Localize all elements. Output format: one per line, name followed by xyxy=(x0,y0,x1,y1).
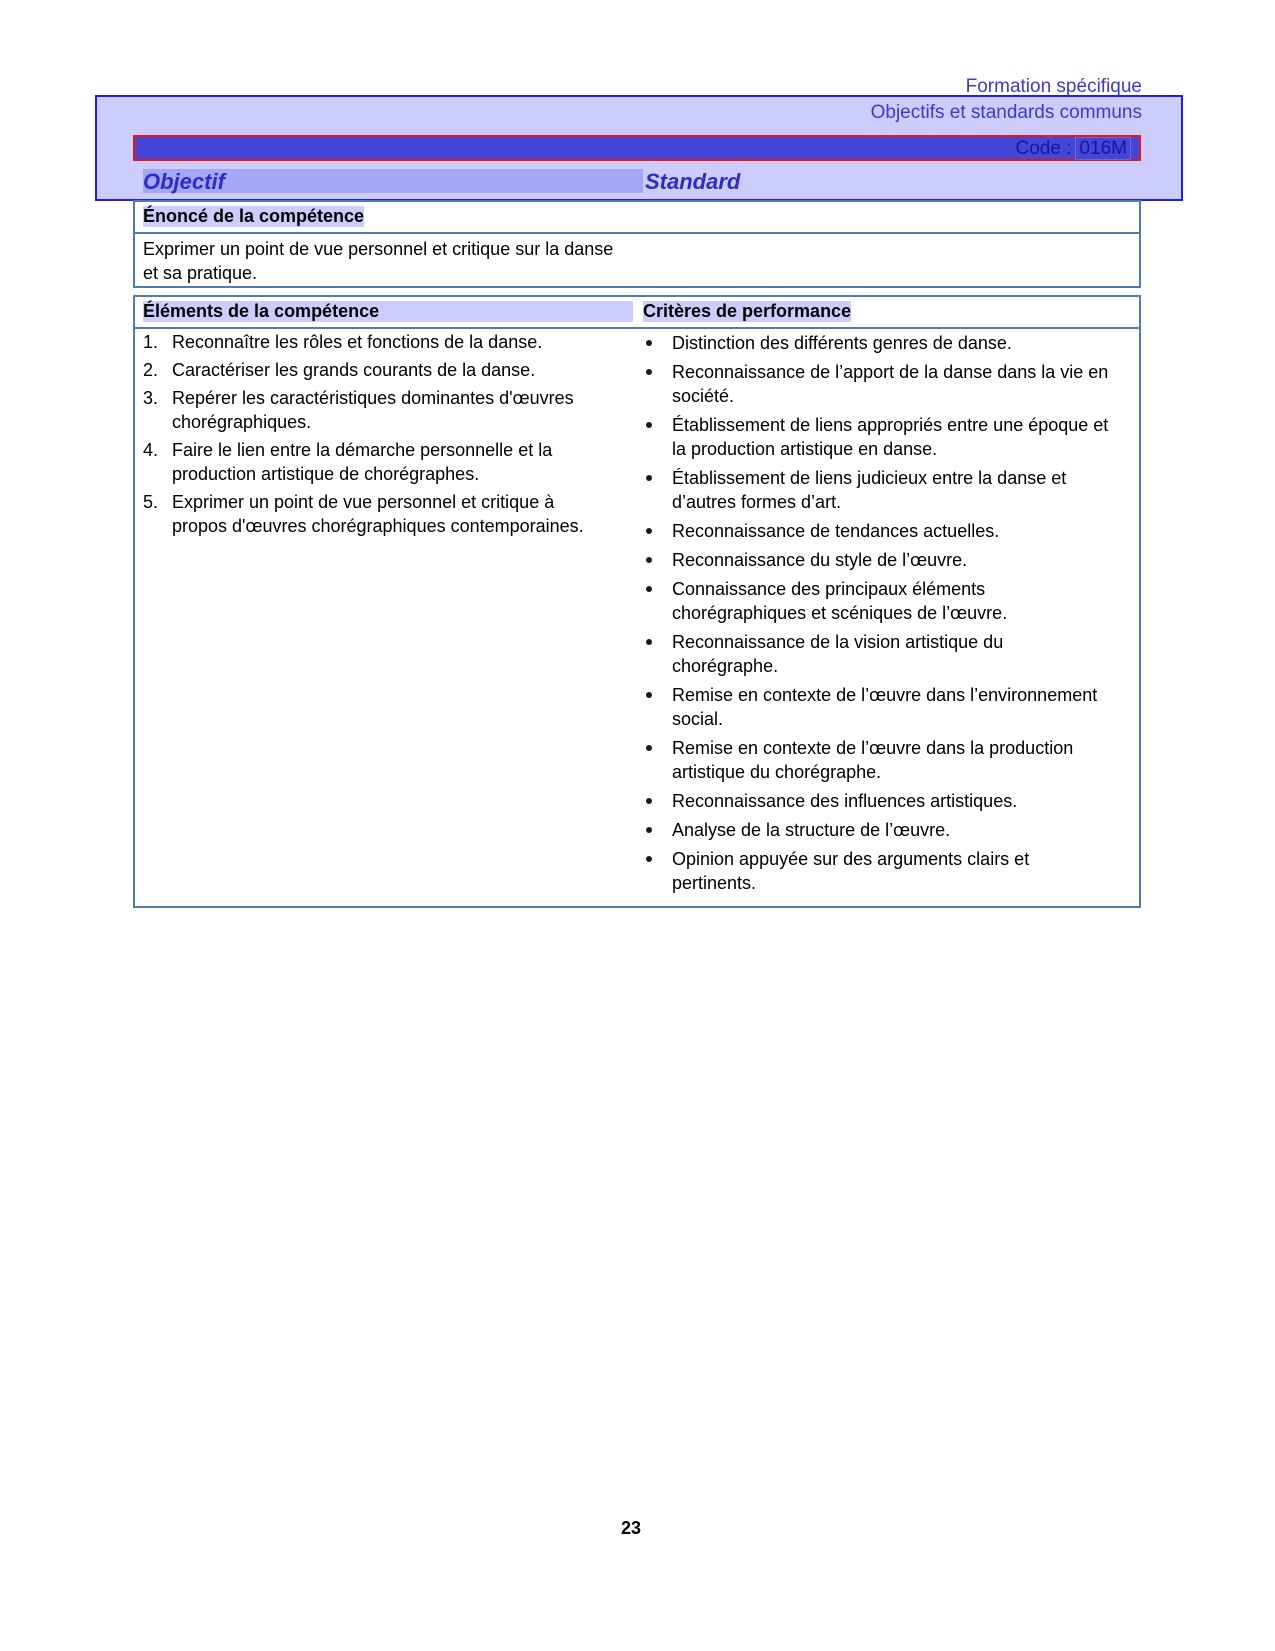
bullet-icon xyxy=(646,557,652,563)
bullet-icon xyxy=(646,528,652,534)
list-item: Reconnaissance de la vision artistique du chorégraphe. xyxy=(643,630,1113,678)
objectif-heading: Objectif xyxy=(143,169,643,193)
list-item: Opinion appuyée sur des arguments clairs et pertinents. xyxy=(643,847,1113,895)
elements-heading: Éléments de la compétence xyxy=(143,301,633,322)
bullet-icon xyxy=(646,639,652,645)
bullet-icon xyxy=(646,340,652,346)
list-item: 5. Exprimer un point de vue personnel et critique à propos d'œuvres chorégraphiques contemporaines. xyxy=(143,492,584,536)
code-bar xyxy=(133,135,1141,161)
code-text xyxy=(1015,138,1131,160)
code-label: Code : xyxy=(1015,138,1072,159)
enonce-divider xyxy=(135,232,1139,234)
enonce-text: Exprimer un point de vue personnel et critique sur la danse et sa pratique. xyxy=(143,239,614,283)
list-item: Reconnaissance de l’apport de la danse dans la vie en société. xyxy=(643,360,1113,408)
competence-divider xyxy=(135,327,1139,329)
list-item: Remise en contexte de l’œuvre dans la production artistique du chorégraphe. xyxy=(643,736,1113,784)
header-formation: Formation spécifique xyxy=(965,76,1142,97)
criteres-list xyxy=(643,331,1113,900)
bullet-icon xyxy=(646,475,652,481)
bullet-icon xyxy=(646,586,652,592)
list-item: Distinction des différents genres de danse. xyxy=(643,331,1113,355)
bullet-icon xyxy=(646,369,652,375)
bullet-icon xyxy=(646,798,652,804)
list-item: Connaissance des principaux éléments chorégraphiques et scéniques de l’œuvre. xyxy=(643,577,1113,625)
list-item: Établissement de liens appropriés entre une époque et la production artistique en danse. xyxy=(643,413,1113,461)
bullet-icon xyxy=(646,692,652,698)
header-objectifs-standards: Objectifs et standards communs xyxy=(870,102,1142,123)
standard-heading: Standard xyxy=(645,169,741,194)
list-item: Remise en contexte de l’œuvre dans l’environnement social. xyxy=(643,683,1113,731)
code-value: 016M xyxy=(1075,137,1131,160)
criteres-heading: Critères de performance xyxy=(643,301,852,321)
list-item: Reconnaissance du style de l’œuvre. xyxy=(643,548,1113,572)
elements-list xyxy=(143,330,613,542)
bullet-icon xyxy=(646,856,652,862)
list-item: 4. Faire le lien entre la démarche personnelle et la production artistique de chorégraphes. xyxy=(143,440,553,484)
list-item: 3. Repérer les caractéristiques dominantes d'œuvres chorégraphiques. xyxy=(143,388,574,432)
bullet-icon xyxy=(646,827,652,833)
list-item: Reconnaissance des influences artistiques. xyxy=(643,789,1113,813)
page-number: 23 xyxy=(621,1518,642,1538)
list-item: Analyse de la structure de l’œuvre. xyxy=(643,818,1113,842)
list-item: Établissement de liens judicieux entre la danse et d’autres formes d’art. xyxy=(643,466,1113,514)
list-item: 1. Reconnaître les rôles et fonctions de la danse. xyxy=(143,332,543,352)
list-item: Reconnaissance de tendances actuelles. xyxy=(643,519,1113,543)
enonce-label: Énoncé de la compétence xyxy=(143,206,365,226)
bullet-icon xyxy=(646,422,652,428)
bullet-icon xyxy=(646,745,652,751)
list-item: 2. Caractériser les grands courants de la danse. xyxy=(143,360,536,380)
